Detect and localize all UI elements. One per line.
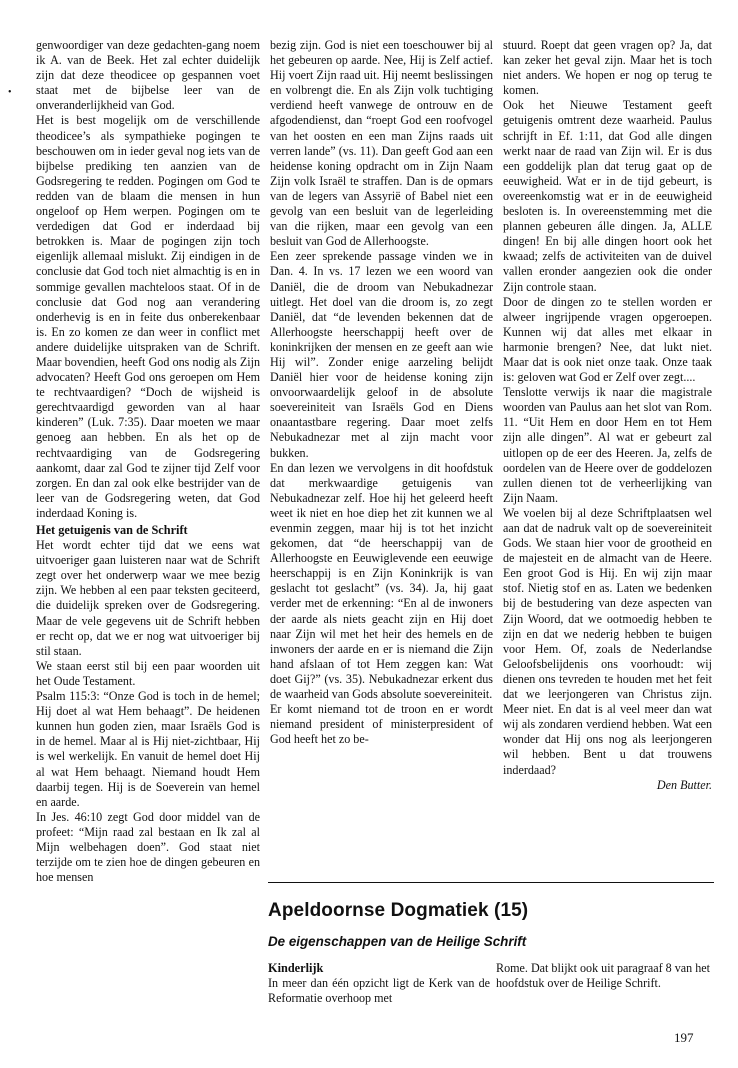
paragraph: stuurd. Roept dat geen vragen op? Ja, dat kan zeker het geval zijn. Maar het is toch niet anders. We hopen er nog op terug te komen.	[503, 38, 712, 98]
paragraph: Het wordt echter tijd dat we eens wat uitvoeriger gaan luisteren naar wat de Schrift zegt over het onderwerp waar we mee bezig zijn. We hebben al een paar teksten geciteerd, die duidelijk spreken over de Godsregering. Maar de vele gegevens uit de Schrift hebben er recht op, dat we er nog wat uitvoeriger bij stil staan.	[36, 538, 260, 658]
section-subtitle: De eigenschappen van de Heilige Schrift	[268, 934, 527, 949]
text-column-1	[36, 38, 260, 885]
paragraph: In Jes. 46:10 zegt God door middel van de profeet: “Mijn raad zal bestaan en Ik zal al Mijn welbehagen doen”. God staat niet terzijde om te zien hoe de dingen gebeuren en hoe mensen	[36, 809, 260, 885]
section-title: Apeldoornse Dogmatiek (15)	[268, 900, 529, 921]
new-article-column-1	[268, 961, 490, 1006]
paragraph: Het is best mogelijk om de verschillende theodicee’s als sympathieke pogingen te beschouwen om in ieder geval nog iets van de bijbelse prediking ten aanzien van de Godsregering te redden. Pogingen om God te redden van de blaam die mensen in hun ongeloof op Hem werpen. Pogingen om te verdedigen dat God er inderdaad bij betrokken is. Maar de pogingen zijn toch eigenlijk allemaal mislukt. Zij eindigen in de conclusie dat God toch niet almachtig is en in sommige gevallen machteloos staat. Of in de conclusie dat God nog aan verandering onderhevig is en in feite dus onberekenbaar is. En zo komen ze dan weer in conflict met andere duidelijke uitspraken van de Schrift. Maar bovendien, heeft God ons nodig als Zijn advocaten? Heeft God ons geroepen om Hem te rechtvaardigen? “Doch de wijsheid is gerechtvaardigd geworden van al haar kinderen” (Luk. 7:35). Daar moeten we maar genoeg aan hebben. En als het op de rechtvaardiging van de Godsregering aankomt, daar zal God te zijner tijd Zelf voor zorgen. En dan zal ook elke bestrijder van de leer van de Godsregering weten, dat God inderdaad Koning is.	[36, 113, 260, 520]
paragraph: Psalm 115:3: “Onze God is toch in de hemel; Hij doet al wat Hem behaagt”. De heidenen kunnen hun goden zien, maar Israëls God is in de hemel. Maar al is Hij niet-zichtbaar, Hij is wel werkelijk. En vanuit de hemel doet Hij al wat Hem behaagt. Niemand houdt Hem daarbij tegen. Hij is de Soeverein van hemel en aarde.	[36, 689, 260, 809]
section-divider	[268, 882, 714, 883]
section-heading: Het getuigenis van de Schrift	[36, 523, 188, 537]
paragraph: En dan lezen we vervolgens in dit hoofdstuk dat merkwaardige getuigenis van Nebukadnezar zelf. Hoe hij het geleerd heeft weet ik niet en hoe diep het zit kunnen we al evenmin zeggen, maar hij is tot het inzicht gekomen, dat “de heerschappij van de Allerhoogste en Eeuwiglevende een eeuwige heerschappij is en Zijn Koninkrijk is van geslacht tot geslacht” (vs. 34). Ja, hij gaat verder met de erkenning: “En al de inwoners der aarde als niets geacht zijn en Hij doet naar Zijn wil met het heir des hemels en de inwoners der aarde en er is niemand die Zijn hand afslaan of tot Hem zeggen kan: Wat doet Gij?” (vs. 35). Nebukadnezar erkent dus de waarheid van Gods absolute soevereiniteit.	[270, 460, 493, 702]
paragraph: Ook het Nieuwe Testament geeft getuigenis omtrent deze waarheid. Paulus schrijft in Ef. 1:11, dat God alle dingen werkt naar de raad van Zijn wil. Er is dus een goddelijk plan dat terug gaat op de eeuwigheid. Wat er in de tijd gebeurt, is overeenkomstig wat er in de eeuwigheid besloten is. In overeenstemming met die plannen gebeuren álle dingen. Ja, ALLE dingen! En bij alle dingen hoort ook het kwaad; zelfs de activiteiten van de duivel vallen eronder aangezien ook die onder Zijn controle staan.	[503, 98, 712, 294]
new-article-column-2	[496, 961, 710, 991]
section-heading: Kinderlijk	[268, 961, 324, 975]
page-number: 197	[674, 1030, 694, 1045]
paragraph: bezig zijn. God is niet een toeschouwer bij al het gebeuren op aarde. Nee, Hij is Zelf actief. Hij voert Zijn raad uit. Hij neemt beslissingen en volbrengt die. En als Zijn volk tuchtiging verdiend heeft vanwege de ontrouw en de afgodendienst, dan “roept God een roofvogel van het oosten en een man Zijns raads uit verren lande” (vs. 11). Dan geeft God aan een heidense koning opdracht om in Zijn Naam Zijn volk Israël te straffen. Dan is de opmars van de legers van Assyrië of Babel niet een gevolg van een besluit van de legerleiding van die rijken, maar een gevolg van een besluit van God de Allerhoogste.	[270, 38, 493, 249]
margin-dot: •	[8, 87, 12, 98]
paragraph: genwoordiger van deze gedachten-gang noem ik A. van de Beek. Het zal echter duidelijk zijn dat deze theodicee op gespannen voet staat met de bijbelse leer van de onveranderlijkheid van God.	[36, 38, 260, 113]
paragraph: Rome. Dat blijkt ook uit paragraaf 8 van het hoofdstuk over de Heilige Schrift.	[496, 961, 710, 991]
text-column-2	[270, 38, 493, 747]
paragraph: Een zeer sprekende passage vinden we in Dan. 4. In vs. 17 lezen we een woord van Daniël, die de droom van Nebukadnezar uitlegt. Het doel van die droom is, zo zegt Daniël, dat “de levenden bekennen dat de Allerhoogste heerschappij heeft over de koninkrijken der mensen en ze geeft aan wie Hij wil”. Zonder enige aarzeling belijdt Daniël hier voor de heidense koning zijn onvoorwaardelijk geloof in de absolute soevereiniteit van Israëls God en Diens onaantastbare regering. Daar moet zelfs Nebukadnezar met al zijn macht voor bukken.	[270, 249, 493, 460]
paragraph: Door de dingen zo te stellen worden er alweer ingrijpende vragen opgeroepen. Kunnen wij dat alles met elkaar in harmonie brengen? Nee, dat lukt niet. Maar dat is ook niet onze taak. Onze taak is: geloven wat God er Zelf over zegt....	[503, 294, 712, 385]
text-column-3	[503, 38, 712, 793]
author-signature: Den Butter.	[656, 777, 712, 792]
paragraph: We voelen bij al deze Schriftplaatsen wel aan dat de nadruk valt op de soevereiniteit Gods. We staan hier voor de grootheid en de majesteit en de almacht van de Heere. Een groot God is Hij. En wij zijn maar stof. Nietig stof en as. Laten we bedenken bij de bestudering van deze aspecten van Zijn Woord, dat we ootmoedig hebben te zijn en dat we nederig hebben te buigen voor Hem. Of, zoals de Nederlandse Geloofsbelijdenis ons voorhoudt: wij dienen ons tevreden te houden met het feit dat we leerjongeren van Christus zijn. Meer niet. En dat is al veel meer dan wat wij als zondaren verdiend hebben. Wat een wonder dat Hij ons nog als leerjongeren wil hebben. Bent u dat trouwens inderdaad?	[503, 505, 712, 777]
paragraph: Er komt niemand tot de troon en er wordt niemand president of ministerpresident of God heeft het zo be-	[270, 702, 493, 747]
paragraph: In meer dan één opzicht ligt de Kerk van de Reformatie overhoop met	[268, 976, 490, 1006]
paragraph: Tenslotte verwijs ik naar die magistrale woorden van Paulus aan het slot van Rom. 11. “Uit Hem en door Hem en tot Hem zijn alle dingen”. Al wat er gebeurt zal uitlopen op de eer des Heeren. Ja, zelfs de oordelen van de Heere over de goddelozen zullen dienen tot de verheerlijking van Zijn Naam.	[503, 385, 712, 505]
paragraph: We staan eerst stil bij een paar woorden uit het Oude Testament.	[36, 658, 260, 688]
